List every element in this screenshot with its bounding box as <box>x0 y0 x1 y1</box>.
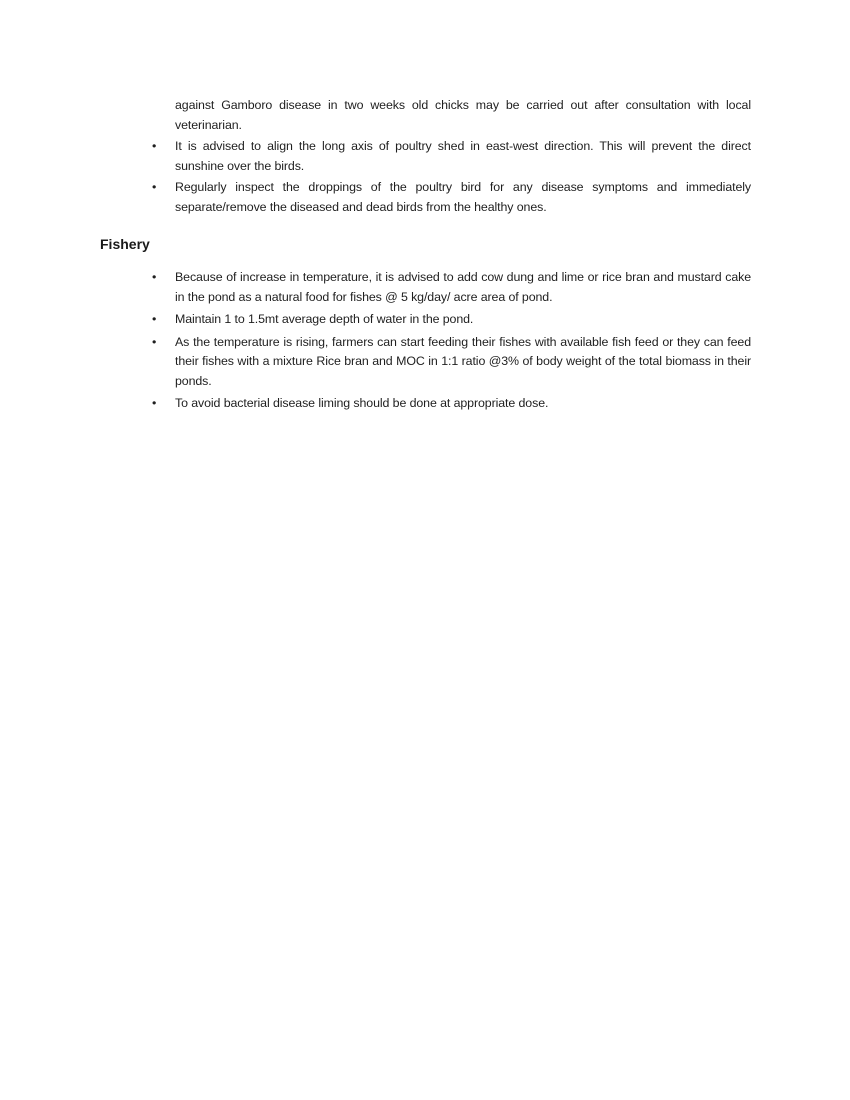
bullet-icon: • <box>152 270 157 284</box>
bullet-icon: • <box>152 334 157 349</box>
list-item <box>152 268 751 307</box>
bullet-icon: • <box>152 139 157 153</box>
poultry-bullet-list <box>100 137 750 217</box>
list-item-text: Maintain 1 to 1.5mt average depth of water in the pond. <box>175 312 474 326</box>
list-item-text: Because of increase in temperature, it is advised to add cow dung and lime or rice bran and mustard cake in the pond as a natural food for fishes @ 5 kg/day/ acre area of pond. <box>175 270 751 304</box>
bullet-icon: • <box>152 180 157 194</box>
list-item-text: To avoid bacterial disease liming should be done at appropriate dose. <box>175 396 549 410</box>
paragraph-continuation: against Gamboro disease in two weeks old chicks may be carried out after consultation with local veterinarian. <box>175 98 751 132</box>
list-item-text: It is advised to align the long axis of poultry shed in east-west direction. This will prevent the direct sunshine over the birds. <box>175 139 751 173</box>
section-heading-fishery: Fishery <box>100 236 150 252</box>
list-item <box>152 394 751 414</box>
bullet-icon: • <box>152 312 157 326</box>
list-item <box>152 137 751 176</box>
list-item <box>152 178 751 217</box>
bullet-icon: • <box>152 396 157 410</box>
list-item-text: As the temperature is rising, farmers can start feeding their fishes with available fish feed or they can feed their fishes with a mixture Rice bran and MOC in 1:1 ratio @3% of body weight of the total biomass in their ponds. <box>175 334 751 388</box>
list-item-text: Regularly inspect the droppings of the poultry bird for any disease symptoms and immediately separate/remove the diseased and dead birds from the healthy ones. <box>175 180 751 214</box>
fishery-bullet-list <box>100 268 750 414</box>
list-item <box>152 310 751 330</box>
list-item <box>152 333 751 392</box>
